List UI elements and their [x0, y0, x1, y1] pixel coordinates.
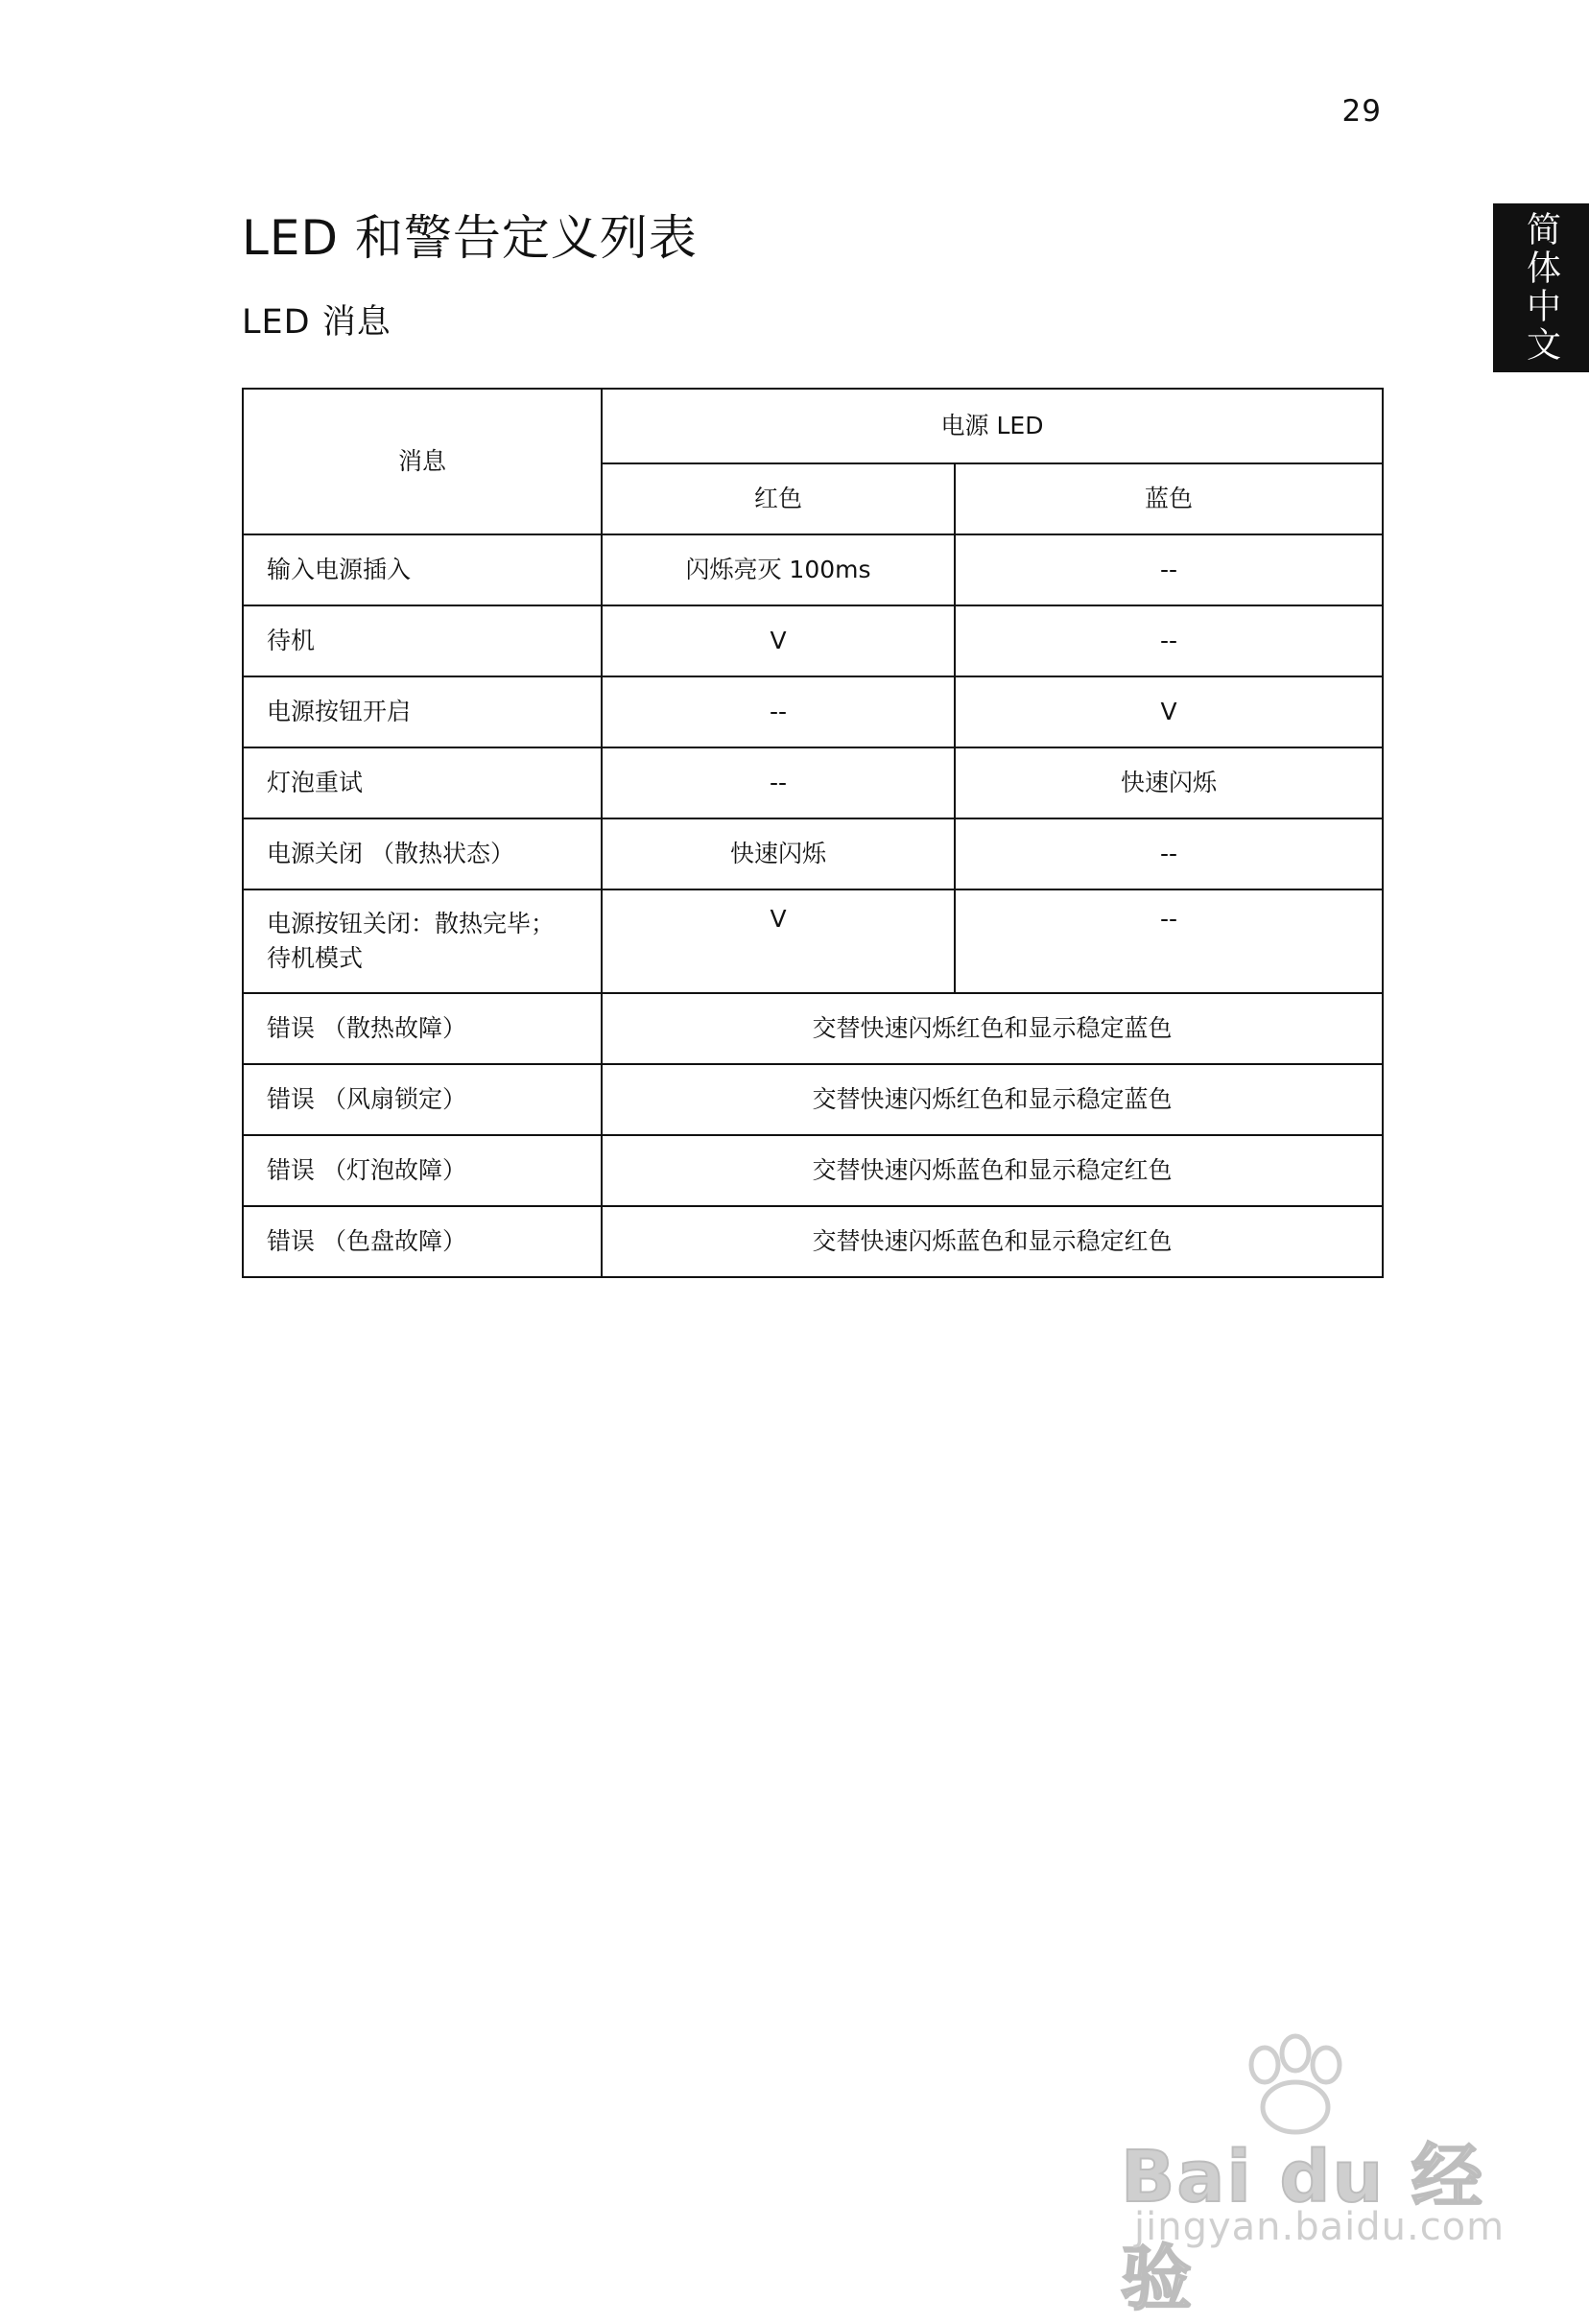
- table-header-row: [243, 389, 1383, 463]
- row-red: V: [602, 889, 955, 993]
- language-tab-label: 简体中文: [1521, 211, 1561, 365]
- row-blue: --: [955, 818, 1383, 889]
- watermark-url: jingyan.baidu.com: [1134, 2205, 1506, 2249]
- row-message: 输入电源插入: [243, 534, 602, 605]
- table-row: [243, 605, 1383, 676]
- row-message: 灯泡重试: [243, 747, 602, 818]
- row-message: 错误 （散热故障）: [243, 993, 602, 1064]
- row-red: --: [602, 676, 955, 747]
- row-red: --: [602, 747, 955, 818]
- row-message-line: 待机模式: [267, 944, 364, 972]
- row-blue: --: [955, 605, 1383, 676]
- watermark-brand: Bai du 经验: [1121, 2136, 1484, 2320]
- table-row-error: [243, 1135, 1383, 1206]
- header-blue: 蓝色: [955, 463, 1383, 534]
- header-message: 消息: [243, 389, 602, 534]
- row-red: 闪烁亮灭 100ms: [602, 534, 955, 605]
- baidu-watermark: [1121, 2032, 1506, 2320]
- row-blue: 快速闪烁: [955, 747, 1383, 818]
- row-blue: V: [955, 676, 1383, 747]
- language-tab: [1493, 203, 1589, 372]
- table-row-error: [243, 1206, 1383, 1277]
- row-blue: --: [955, 534, 1383, 605]
- row-led-behavior: 交替快速闪烁红色和显示稳定蓝色: [602, 993, 1383, 1064]
- section-subtitle: LED 消息: [242, 303, 391, 342]
- row-message: [243, 889, 602, 993]
- table-row-error: [243, 993, 1383, 1064]
- table-row: [243, 818, 1383, 889]
- header-power-led: 电源 LED: [602, 389, 1383, 463]
- page-title: LED 和警告定义列表: [242, 210, 698, 266]
- led-message-table: [242, 388, 1384, 1278]
- row-message: 电源按钮开启: [243, 676, 602, 747]
- row-message-line: 电源按钮关闭：散热完毕；: [267, 910, 556, 937]
- page-number: 29: [1341, 94, 1382, 129]
- row-led-behavior: 交替快速闪烁红色和显示稳定蓝色: [602, 1064, 1383, 1135]
- table-row: [243, 889, 1383, 993]
- table-row: [243, 676, 1383, 747]
- row-message: 错误 （灯泡故障）: [243, 1135, 602, 1206]
- row-red: V: [602, 605, 955, 676]
- row-message: 错误 （色盘故障）: [243, 1206, 602, 1277]
- row-message: 待机: [243, 605, 602, 676]
- row-led-behavior: 交替快速闪烁蓝色和显示稳定红色: [602, 1206, 1383, 1277]
- row-led-behavior: 交替快速闪烁蓝色和显示稳定红色: [602, 1135, 1383, 1206]
- row-message: 电源关闭 （散热状态）: [243, 818, 602, 889]
- table-row: [243, 534, 1383, 605]
- header-red: 红色: [602, 463, 955, 534]
- row-message: 错误 （风扇锁定）: [243, 1064, 602, 1135]
- row-red: 快速闪烁: [602, 818, 955, 889]
- row-blue: --: [955, 889, 1383, 993]
- table-row: [243, 747, 1383, 818]
- table-row-error: [243, 1064, 1383, 1135]
